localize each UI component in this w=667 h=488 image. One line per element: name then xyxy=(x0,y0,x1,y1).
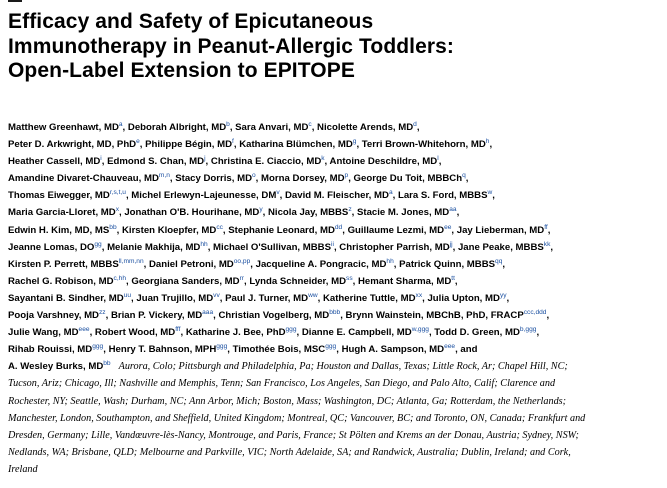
author-entry xyxy=(122,225,228,236)
author-entry xyxy=(8,293,136,304)
affiliation-superscript[interactable]: dd xyxy=(334,223,343,231)
author-entry xyxy=(8,207,124,218)
author-name: Christopher Parrish, MD xyxy=(339,241,450,253)
author-separator: , xyxy=(393,258,400,270)
author-line xyxy=(8,256,660,273)
author-separator: , xyxy=(255,173,262,185)
author-name: Todd D. Green, MD xyxy=(434,327,520,339)
author-separator: , xyxy=(333,241,340,253)
affiliation-superscript[interactable]: jj xyxy=(449,240,453,248)
affiliation-superscript[interactable]: p xyxy=(344,172,349,180)
affiliation-superscript[interactable]: yy xyxy=(499,291,507,299)
author-entry xyxy=(8,276,131,287)
author-entry xyxy=(358,276,458,287)
author-entry xyxy=(8,225,122,236)
affiliation-superscript[interactable]: a xyxy=(388,189,393,197)
author-entry xyxy=(225,293,323,304)
author-entry xyxy=(357,207,459,218)
author-entry xyxy=(256,259,399,270)
author-name: Jay Lieberman, MD xyxy=(456,224,545,236)
affiliation-superscript[interactable]: ggg xyxy=(92,343,104,351)
affiliation-superscript[interactable]: bb xyxy=(103,360,111,368)
author-separator: , xyxy=(222,224,229,236)
affiliation-superscript[interactable]: q xyxy=(462,172,466,180)
author-entry xyxy=(398,190,495,201)
affiliation-superscript[interactable]: d xyxy=(413,121,417,128)
author-entry xyxy=(8,139,145,150)
top-edge-mark xyxy=(8,0,22,2)
author-entry xyxy=(8,122,128,133)
author-entry xyxy=(8,327,95,338)
affiliation-superscript[interactable]: ss xyxy=(346,274,353,282)
affiliation-superscript[interactable]: oo,pp xyxy=(233,257,251,265)
author-separator: , xyxy=(336,344,342,356)
author-entry xyxy=(218,310,345,321)
author-separator: , xyxy=(126,275,132,287)
author-separator: , xyxy=(502,258,506,270)
author-name: Sara Anvari, MD xyxy=(235,122,309,133)
author-name: Daniel Petroni, MD xyxy=(148,258,234,270)
author-name: Rachel G. Robison, MD xyxy=(8,275,114,287)
author-separator: , xyxy=(422,292,428,304)
author-name: Stacy Dorris, MD xyxy=(175,173,252,185)
author-name: Lara S. Ford, MBBS xyxy=(397,190,488,202)
author-entry xyxy=(136,293,225,304)
author-name: Edmond S. Chan, MD xyxy=(107,156,205,168)
author-name: Patrick Quinn, MBBS xyxy=(399,258,496,270)
author-name: Amandine Divaret-Chauveau, MD xyxy=(8,173,159,185)
affiliation-superscript[interactable]: g xyxy=(352,138,357,146)
author-name: Edwin H. Kim, MD, MS xyxy=(8,224,110,236)
author-separator: , xyxy=(101,156,108,168)
author-entry xyxy=(323,293,428,304)
author-separator: , xyxy=(89,327,95,339)
author-entry xyxy=(339,242,458,253)
author-name: Thomas Eiwegger, MD xyxy=(8,190,110,202)
author-separator: , xyxy=(279,190,285,202)
affiliations-text: Aurora, Colo; Pittsburgh and Philadelphia, Pa; Houston and Dallas, Texas; Little Rock, Ar; Chapel Hill, NC; xyxy=(118,361,568,373)
author-name: George Du Toit, MBBCh xyxy=(353,173,463,185)
affiliation-superscript[interactable]: ee xyxy=(444,223,452,231)
affiliations-line: Rochester, NY; Seattle, Wash; Durham, NC; Ann Arbor, Mich; Boston, Mass; Washington, DC; Atlanta, Ga; Rotterdam, the Netherlands; xyxy=(8,395,567,407)
affiliation-superscript[interactable]: b xyxy=(226,121,230,128)
author-name: Deborah Albright, MD xyxy=(127,122,227,133)
author-entry xyxy=(145,139,239,150)
author-name: Peter D. Arkwright, MD, PhD xyxy=(8,139,137,151)
author-separator: , xyxy=(244,275,250,287)
author-separator: , xyxy=(116,224,122,236)
author-name: Katharina Blümchen, MD xyxy=(239,139,353,151)
author-line xyxy=(8,222,660,239)
affiliation-superscript[interactable]: zz xyxy=(99,309,106,317)
author-line xyxy=(8,273,660,290)
author-separator: , xyxy=(392,190,398,202)
author-entry xyxy=(107,156,211,167)
author-entry xyxy=(8,156,107,167)
title-line: Open-Label Extension to EPITOPE xyxy=(8,59,355,82)
author-separator: , xyxy=(125,190,132,202)
author-separator: , xyxy=(262,207,268,219)
author-entry xyxy=(128,122,235,133)
author-entry xyxy=(434,327,539,338)
affiliation-superscript[interactable]: kk xyxy=(543,240,551,248)
affiliation-superscript[interactable]: w,ggg xyxy=(411,326,429,334)
author-separator: , xyxy=(180,327,186,339)
author-entry xyxy=(342,344,478,355)
affiliation-superscript[interactable]: o xyxy=(252,172,256,180)
affiliation-superscript[interactable]: j xyxy=(204,155,206,163)
affiliation-superscript[interactable]: f xyxy=(232,138,234,146)
author-entry xyxy=(149,259,256,270)
author-name: A. Wesley Burks, MD xyxy=(8,361,104,373)
affiliation-superscript[interactable]: b,ggg xyxy=(519,326,537,334)
affiliation-superscript[interactable]: uu xyxy=(123,291,132,299)
author-name: Terri Brown-Whitehorn, MD xyxy=(361,139,486,151)
author-separator: , xyxy=(311,122,318,133)
affiliations-line: Ireland xyxy=(8,463,38,475)
affiliation-superscript[interactable]: hh xyxy=(386,257,394,265)
author-entry xyxy=(261,173,354,184)
author-separator: , xyxy=(454,275,458,287)
author-separator: , xyxy=(131,292,137,304)
author-name: David M. Fleischer, MD xyxy=(284,190,389,202)
affiliation-superscript[interactable]: ggg xyxy=(216,343,228,351)
author-line xyxy=(8,239,660,256)
author-entry xyxy=(213,242,339,253)
author-name: Morna Dorsey, MD xyxy=(261,173,345,185)
author-separator: , xyxy=(207,241,214,253)
author-name: Lynda Schneider, MD xyxy=(249,275,347,287)
author-name: Paul J. Turner, MD xyxy=(225,292,309,304)
author-entry xyxy=(95,327,186,338)
author-name: Jacqueline A. Pongracic, MD xyxy=(255,258,387,270)
author-separator: , xyxy=(465,173,469,185)
author-entry xyxy=(131,190,285,201)
affiliation-superscript[interactable]: ccc,ddd xyxy=(523,309,547,317)
author-name: Nicolette Arends, MD xyxy=(317,122,414,133)
author-separator: , xyxy=(506,292,510,304)
author-separator: , xyxy=(492,190,495,202)
author-entry xyxy=(124,207,268,218)
author-entry xyxy=(235,122,317,133)
author-separator: , xyxy=(547,224,551,236)
author-name: Kirsten P. Perrett, MBBS xyxy=(8,258,119,270)
affiliation-superscript[interactable]: bb xyxy=(109,223,117,231)
author-name: Julie Wang, MD xyxy=(8,327,79,339)
author-name: Rihab Rouissi, MD xyxy=(8,344,93,356)
affiliation-superscript[interactable]: e xyxy=(136,138,140,146)
author-entry xyxy=(346,310,550,321)
author-entry xyxy=(8,259,149,270)
author-entry xyxy=(186,327,302,338)
author-name: Michel Erlewyn-Lajeunesse, DM xyxy=(131,190,277,202)
affiliation-superscript[interactable]: z xyxy=(348,206,352,214)
author-name: Pooja Varshney, MD xyxy=(8,310,99,322)
author-line xyxy=(8,290,660,307)
author-name: Maria Garcia-Lloret, MD xyxy=(8,207,116,219)
author-name: Melanie Makhija, MD xyxy=(107,241,201,253)
author-name: Antoine Deschildre, MD xyxy=(329,156,438,168)
author-separator: , and xyxy=(455,344,478,356)
affiliation-superscript[interactable]: gg xyxy=(94,240,102,248)
author-entry xyxy=(8,242,107,253)
author-name: Nicola Jay, MBBS xyxy=(268,207,349,219)
author-separator: , xyxy=(452,241,458,253)
author-separator: , xyxy=(101,241,108,253)
author-line xyxy=(8,136,660,153)
author-name: Heather Cassell, MD xyxy=(8,156,101,168)
author-separator: , xyxy=(169,173,176,185)
author-name: Stacie M. Jones, MD xyxy=(356,207,450,219)
affiliation-superscript[interactable]: h xyxy=(485,138,490,146)
affiliation-superscript[interactable]: fff xyxy=(175,326,181,334)
title-line: Immunotherapy in Peanut-Allergic Toddlers: xyxy=(8,34,455,58)
author-entry xyxy=(107,242,213,253)
author-separator: , xyxy=(550,241,554,253)
author-name: Kirsten Kloepfer, MD xyxy=(121,224,217,236)
author-separator: , xyxy=(348,173,354,185)
author-name: Brynn Wainstein, MBChB, PhD, FRACP xyxy=(345,310,524,322)
author-entry xyxy=(427,293,509,304)
author-entry xyxy=(354,173,469,184)
author-name: Timothée Bois, MSC xyxy=(232,344,326,356)
author-entry xyxy=(302,327,434,338)
author-separator: , xyxy=(229,122,236,133)
affiliation-superscript[interactable]: v xyxy=(276,189,280,197)
affiliation-superscript[interactable]: y xyxy=(259,206,263,214)
author-name: Juan Trujillo, MD xyxy=(136,292,214,304)
author-separator: , xyxy=(103,344,109,356)
author-separator: , xyxy=(352,275,358,287)
author-separator: , xyxy=(233,139,240,151)
affiliation-superscript[interactable]: ww xyxy=(308,291,318,299)
author-separator: , xyxy=(428,327,435,339)
author-line xyxy=(8,153,660,170)
author-name: Philippe Bégin, MD xyxy=(145,139,233,151)
author-separator: , xyxy=(205,156,211,168)
author-separator: , xyxy=(139,139,146,151)
author-name: Dianne E. Campbell, MD xyxy=(301,327,412,339)
affiliations-line: Nedlands, WA; Brisbane, QLD; Melbourne and Parkville, VIC; North Adelaide, SA; and Randwick, Australia; Dublin, Ireland; and Cork, xyxy=(8,446,571,458)
affiliation-superscript[interactable]: w xyxy=(487,189,493,197)
author-name: Christian Vogelberg, MD xyxy=(218,310,330,322)
affiliation-superscript[interactable]: k xyxy=(321,155,325,163)
affiliation-superscript[interactable]: tt xyxy=(451,274,455,282)
affiliation-superscript[interactable]: ll,mm,nn xyxy=(118,257,144,265)
author-entry xyxy=(228,225,347,236)
affiliation-superscript[interactable]: ff xyxy=(544,223,548,231)
affiliation-superscript[interactable]: xx xyxy=(415,291,423,299)
author-entry xyxy=(317,122,419,133)
author-name: Christina E. Ciaccio, MD xyxy=(210,156,322,168)
author-separator: , xyxy=(213,310,219,322)
author-name: Stephanie Leonard, MD xyxy=(228,224,335,236)
author-separator: , xyxy=(351,207,357,219)
affiliation-superscript[interactable]: c,hh xyxy=(113,274,127,282)
author-name: Sayantani B. Sindher, MD xyxy=(8,292,124,304)
author-separator: , xyxy=(438,156,442,168)
author-name: Jonathan O'B. Hourihane, MD xyxy=(124,207,260,219)
author-line xyxy=(8,324,660,341)
author-entry xyxy=(8,310,111,321)
author-name: Julia Upton, MD xyxy=(427,292,500,304)
author-entry xyxy=(399,259,505,270)
author-entry xyxy=(8,173,175,184)
author-name: Guillaume Lezmi, MD xyxy=(347,224,445,236)
author-entry xyxy=(348,225,457,236)
author-entry xyxy=(109,344,233,355)
author-separator: , xyxy=(250,258,256,270)
author-entry xyxy=(175,173,261,184)
affiliations-line: Dresden, Germany; Lille, Vandœuvre-lès-Nancy, Montrouge, and Paris, France; St Pölten and Krems an der Donau, Austria; Sydney, NSW; xyxy=(8,429,579,441)
affiliation-superscript[interactable]: a xyxy=(118,121,123,128)
article-title xyxy=(8,10,648,84)
affiliation-superscript[interactable]: i xyxy=(100,155,102,163)
author-line xyxy=(8,307,660,324)
affiliations-line: Tucson, Ariz; Chicago, Ill; Nashville and Memphis, Tenn; San Francisco, Los Angeles, San Diego, and Palo Alto, Calif; Clarence and xyxy=(8,378,556,390)
author-entry xyxy=(362,139,492,150)
affiliation-superscript[interactable]: ggg xyxy=(285,326,297,334)
author-name: Brian P. Vickery, MD xyxy=(110,310,203,322)
author-entry xyxy=(458,242,553,253)
author-entry xyxy=(111,310,219,321)
author-separator: , xyxy=(451,224,457,236)
author-entry xyxy=(239,139,362,150)
author-name: Robert Wood, MD xyxy=(94,327,176,339)
author-entry xyxy=(285,190,398,201)
author-separator: , xyxy=(536,327,540,339)
author-name: Katharine J. Bee, PhD xyxy=(185,327,286,339)
author-line xyxy=(8,119,660,136)
author-separator: , xyxy=(489,139,493,151)
author-separator: , xyxy=(317,292,323,304)
affiliation-superscript[interactable]: aa xyxy=(449,206,457,214)
author-line xyxy=(8,204,660,221)
author-entry xyxy=(457,225,551,236)
author-separator: , xyxy=(324,156,330,168)
author-separator: , xyxy=(227,344,233,356)
author-name: Henry T. Bahnson, MPH xyxy=(108,344,217,356)
affiliation-superscript[interactable]: ii xyxy=(331,240,334,248)
affiliation-superscript[interactable]: x xyxy=(115,206,119,214)
affiliation-superscript[interactable]: bbb xyxy=(329,309,341,317)
author-entry xyxy=(8,190,131,201)
affiliation-superscript[interactable]: eee xyxy=(444,343,456,351)
affiliation-superscript[interactable]: r,s,t,u xyxy=(109,189,126,197)
author-separator: , xyxy=(416,122,420,133)
affiliation-superscript[interactable]: ggg xyxy=(325,343,337,351)
author-entry xyxy=(8,361,111,372)
author-name: Michael O'Sullivan, MBBS xyxy=(213,241,332,253)
affiliation-superscript[interactable]: aaa xyxy=(202,309,214,317)
author-entry xyxy=(268,207,357,218)
author-line xyxy=(8,170,660,187)
author-name: Hemant Sharma, MD xyxy=(357,275,452,287)
author-entry xyxy=(131,276,249,287)
author-entry xyxy=(330,156,442,167)
author-line xyxy=(8,187,660,204)
author-separator: , xyxy=(342,224,348,236)
author-separator: , xyxy=(546,310,550,322)
author-line xyxy=(8,341,660,358)
author-name: Jeanne Lomas, DO xyxy=(8,241,95,253)
author-separator: , xyxy=(219,292,226,304)
author-separator: , xyxy=(456,207,460,219)
author-entry xyxy=(8,344,109,355)
author-name: Hugh A. Sampson, MD xyxy=(341,344,445,356)
affiliation-superscript[interactable]: l xyxy=(437,155,439,163)
author-entry xyxy=(233,344,342,355)
author-name: Katherine Tuttle, MD xyxy=(322,292,416,304)
author-separator: , xyxy=(119,207,125,219)
affiliation-superscript[interactable]: m,n xyxy=(158,172,170,180)
author-list xyxy=(8,119,660,478)
author-entry xyxy=(211,156,330,167)
affiliation-superscript[interactable]: hh xyxy=(200,240,208,248)
affiliation-superscript[interactable]: vv xyxy=(213,291,220,299)
author-separator: , xyxy=(122,122,128,133)
affiliations-line: Manchester, London, Southampton, and Sheffield, United Kingdom; Montreal, QC; Vancouver, BC; and Toronto, ON, Canada; Frankfurt and xyxy=(8,412,586,424)
title-line: Efficacy and Safety of Epicutaneous xyxy=(8,10,374,33)
author-entry xyxy=(249,276,358,287)
author-name: Georgiana Sanders, MD xyxy=(131,275,240,287)
affiliation-superscript[interactable]: qq xyxy=(495,257,503,265)
author-separator: , xyxy=(296,327,302,339)
author-line xyxy=(8,358,660,375)
author-separator: , xyxy=(105,310,111,322)
author-separator: , xyxy=(143,258,149,270)
author-name: Jane Peake, MBBS xyxy=(457,241,544,253)
affiliation-superscript[interactable]: eee xyxy=(78,326,90,334)
affiliation-superscript[interactable]: cc xyxy=(216,223,223,231)
author-name: Matthew Greenhawt, MD xyxy=(8,122,119,133)
author-separator: , xyxy=(340,310,346,322)
affiliation-superscript[interactable]: rr xyxy=(239,274,244,282)
affiliation-superscript[interactable]: c xyxy=(308,121,312,128)
author-separator: , xyxy=(356,139,362,151)
